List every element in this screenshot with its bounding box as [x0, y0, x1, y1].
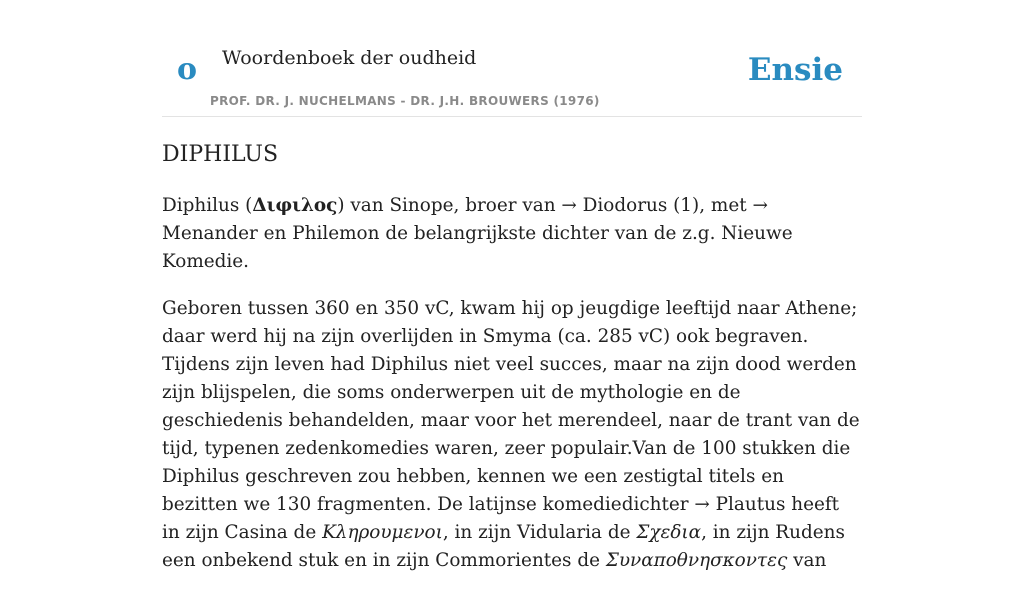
- book-title[interactable]: Woordenboek der oudheid: [222, 47, 477, 69]
- header: [162, 0, 862, 117]
- text-span: , in zijn Rudens een onbekend stuk en in zijn Commorientes de: [162, 522, 845, 571]
- brand-logo[interactable]: Ensie: [747, 52, 843, 88]
- xref-diodorus-link[interactable]: [561, 195, 699, 216]
- xref-label: Plautus: [709, 494, 786, 515]
- text-span: en Philemon de belangrijkste dichter van de z.g. Nieuwe Komedie.: [162, 223, 793, 272]
- greek-title: Κληρουμενοι: [322, 522, 443, 543]
- paragraph-biography: [162, 295, 862, 575]
- greek-title: Σχεδια: [636, 522, 702, 543]
- xref-label: Menander: [162, 223, 258, 244]
- book-authors: PROF. DR. J. NUCHELMANS - DR. J.H. BROUWERS (1976): [210, 94, 600, 108]
- arrow-right-icon: →: [752, 195, 768, 216]
- book-logo[interactable]: o: [177, 52, 198, 87]
- arrow-right-icon: →: [694, 494, 710, 515]
- entry-title: DIPHILUS: [162, 142, 279, 167]
- arrow-right-icon: →: [561, 195, 577, 216]
- text-span: , in zijn Vidularia de: [442, 522, 637, 543]
- greek-title: Συναποθνησκοντες: [605, 550, 788, 571]
- paragraph-intro: [162, 192, 862, 276]
- text-span: van: [787, 550, 827, 571]
- text-span: Geboren tussen 360 en 350 vC, kwam hij op jeugdige leeftijd naar Athene; daar werd hij na zijn overlijden in Smyma (ca. 285 vC) ook begraven. Tijdens zijn leven had Diphilus niet veel succes, maar na zijn dood werden zijn blijspelen, die soms onderwerpen uit de mythologie en de geschiedenis behandelden, maar voor het merendeel, naar de trant van de tijd, typenen zedenkomedies waren, zeer populair.Van de 100 stukken die Diphilus geschreven zou hebben, kennen we een zestigtal titels en bezitten we 130 fragmenten. De latijnse komediedichter: [162, 298, 860, 515]
- text-span: Diphilus (: [162, 195, 253, 216]
- text-span: ) van Sinope, broer van: [337, 195, 562, 216]
- text-span: , met: [699, 195, 753, 216]
- greek-name: Διφιλος: [252, 195, 338, 216]
- xref-label: Diodorus (1): [576, 195, 700, 216]
- text-span: heeft in zijn Casina de: [162, 494, 840, 543]
- article-body: [162, 192, 862, 594]
